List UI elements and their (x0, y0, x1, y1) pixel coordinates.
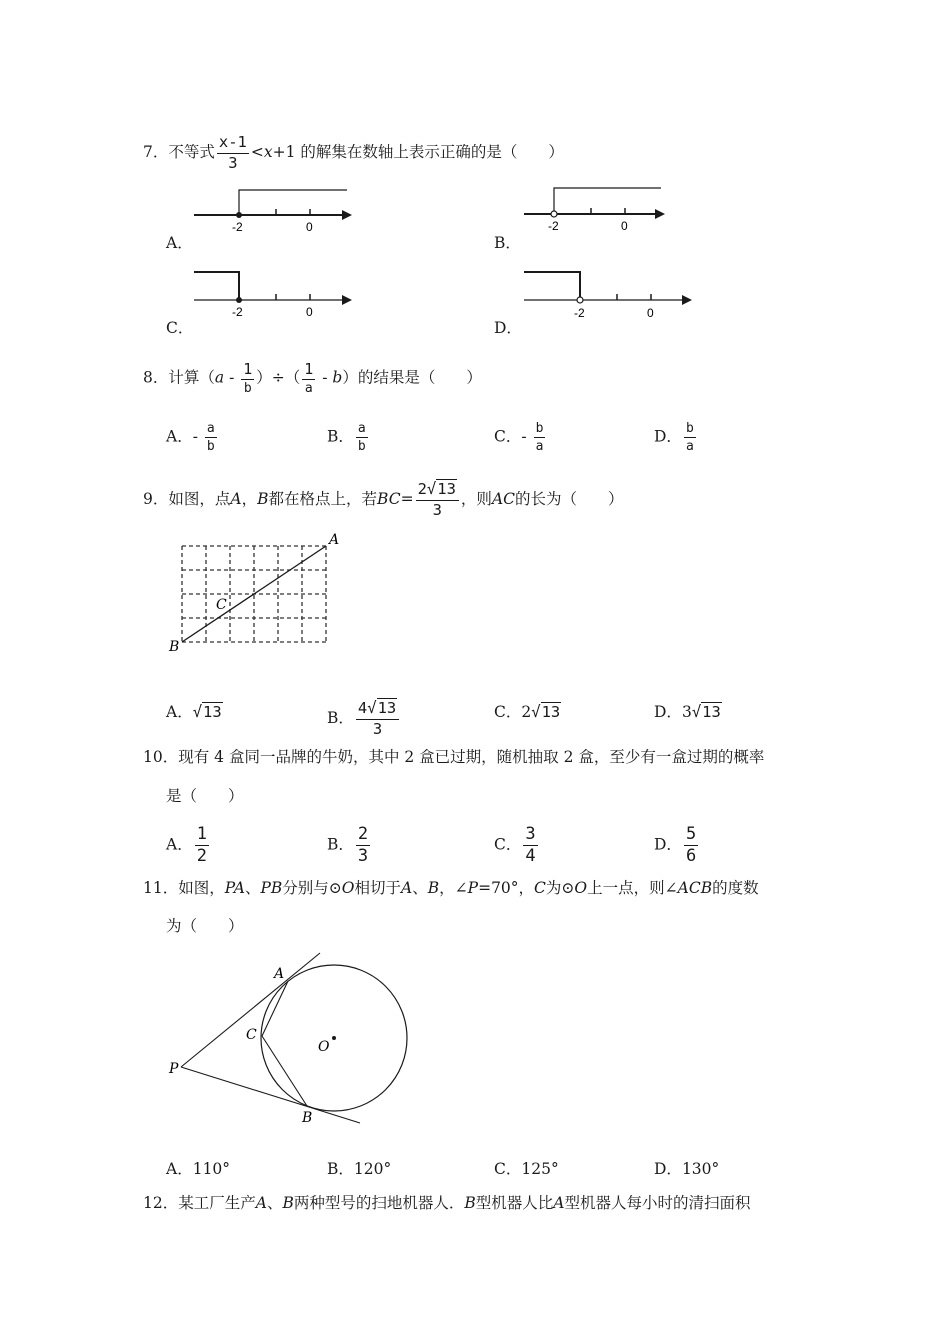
q7-number-line-c (194, 269, 359, 319)
q7-number-line-b (524, 184, 674, 234)
q10-option-a[interactable]: A． $\frac{1}{2}$ (166, 824, 207, 866)
q11-point-a-label: A (274, 966, 285, 982)
q8-option-d[interactable]: D． $\frac{b}{a}$ (654, 421, 694, 454)
q11-tangent-circle-figure (160, 945, 420, 1135)
q11-option-a[interactable]: A．110° (166, 1160, 231, 1178)
q8-fraction-1-over-a: $\frac{1}{a}$ (304, 360, 314, 396)
q7b-tick-0: 0 (621, 219, 628, 233)
question-10-line-1: 10．现有 4 盒同一品牌的牛奶，其中 2 盒已过期，随机抽取 2 盒，至少有一盒过期的概率 (143, 748, 765, 766)
q10-number: 10． (143, 748, 179, 766)
q10-option-c[interactable]: C． $\frac{3}{4}$ (494, 824, 536, 866)
q9-point-a-label: A (329, 532, 340, 548)
q7c-tick-0: 0 (306, 305, 313, 319)
q7c-tick-neg2: -2 (232, 305, 243, 319)
q8-fraction-1-over-b: $\frac{1}{b}$ (243, 360, 253, 396)
question-8-stem: 8．计算（a - $\frac{1}{b}$ ）÷（ $\frac{1}{a}$ - b）的结果是（ ） (143, 360, 482, 396)
question-12-stem: 12．某工厂生产A、B两种型号的扫地机器人．B型机器人比A型机器人每小时的清扫面积 (143, 1194, 751, 1212)
q10-option-b[interactable]: B． $\frac{2}{3}$ (327, 824, 369, 866)
q11-option-d[interactable]: D．130° (654, 1160, 720, 1178)
q7-number-line-a (194, 186, 359, 236)
q11-option-b[interactable]: B．120° (327, 1160, 392, 1178)
q8-option-c[interactable]: C．- $\frac{b}{a}$ (494, 421, 544, 454)
q9-bc-value: $\frac{2√13}{3}$ (416, 482, 459, 518)
question-9-stem: 9．如图，点A，B都在格点上，若BC= $\frac{2√13}{3}$ ，则AC的长为（ ） (143, 480, 624, 519)
q9-option-a[interactable]: A．√13 (166, 703, 222, 721)
q7d-tick-0: 0 (647, 306, 654, 320)
q7-option-d-label: D． (494, 319, 522, 337)
q11-option-c[interactable]: C．125° (494, 1160, 559, 1178)
q9-point-b-label: B (169, 639, 180, 655)
q11-point-p-label: P (169, 1061, 179, 1077)
q7a-tick-neg2: -2 (232, 220, 243, 234)
q12-number: 12． (143, 1194, 179, 1212)
q9-number: 9． (143, 490, 169, 508)
q9-point-c-label: C (216, 597, 227, 613)
q7-number-line-d (524, 269, 699, 321)
q9-grid-figure (166, 530, 346, 655)
q7a-tick-0: 0 (306, 220, 313, 234)
q8-option-a[interactable]: A．- $\frac{a}{b}$ (166, 421, 215, 454)
q7-option-a-label: A． (166, 234, 193, 252)
q9-option-c[interactable]: C．2√13 (494, 703, 561, 721)
q8-number: 8． (143, 368, 169, 387)
q7d-tick-neg2: -2 (574, 306, 585, 320)
q7-number: 7． (143, 143, 169, 161)
q7-option-b-label: B． (494, 234, 521, 252)
q11-point-b-label: B (302, 1110, 313, 1126)
q7-fraction: $\frac{x-1}{3}$ (218, 133, 247, 172)
q7b-tick-neg2: -2 (548, 219, 559, 233)
q11-point-c-label: C (246, 1027, 257, 1043)
q11-number: 11． (143, 879, 179, 897)
q7-option-c-label: C． (166, 319, 194, 337)
q9-option-b[interactable]: B． $\frac{4√13}{3}$ (327, 701, 401, 737)
question-7-stem: 7．不等式 $\frac{x-1}{3}$ <x+1 的解集在数轴上表示正确的是（ ） (143, 133, 564, 172)
question-11-line-1: 11．如图，PA、PB分别与⊙O相切于A、B，∠P=70°，C为⊙O上一点，则∠ACB的度数 (143, 879, 759, 897)
q9-option-d[interactable]: D．3√13 (654, 703, 721, 721)
question-10-line-2: 是（ ） (166, 787, 244, 805)
q11-point-o-label: O (318, 1039, 330, 1055)
q10-option-d[interactable]: D． $\frac{5}{6}$ (654, 824, 697, 866)
q8-option-b[interactable]: B． $\frac{a}{b}$ (327, 421, 366, 454)
question-11-line-2: 为（ ） (166, 917, 244, 935)
